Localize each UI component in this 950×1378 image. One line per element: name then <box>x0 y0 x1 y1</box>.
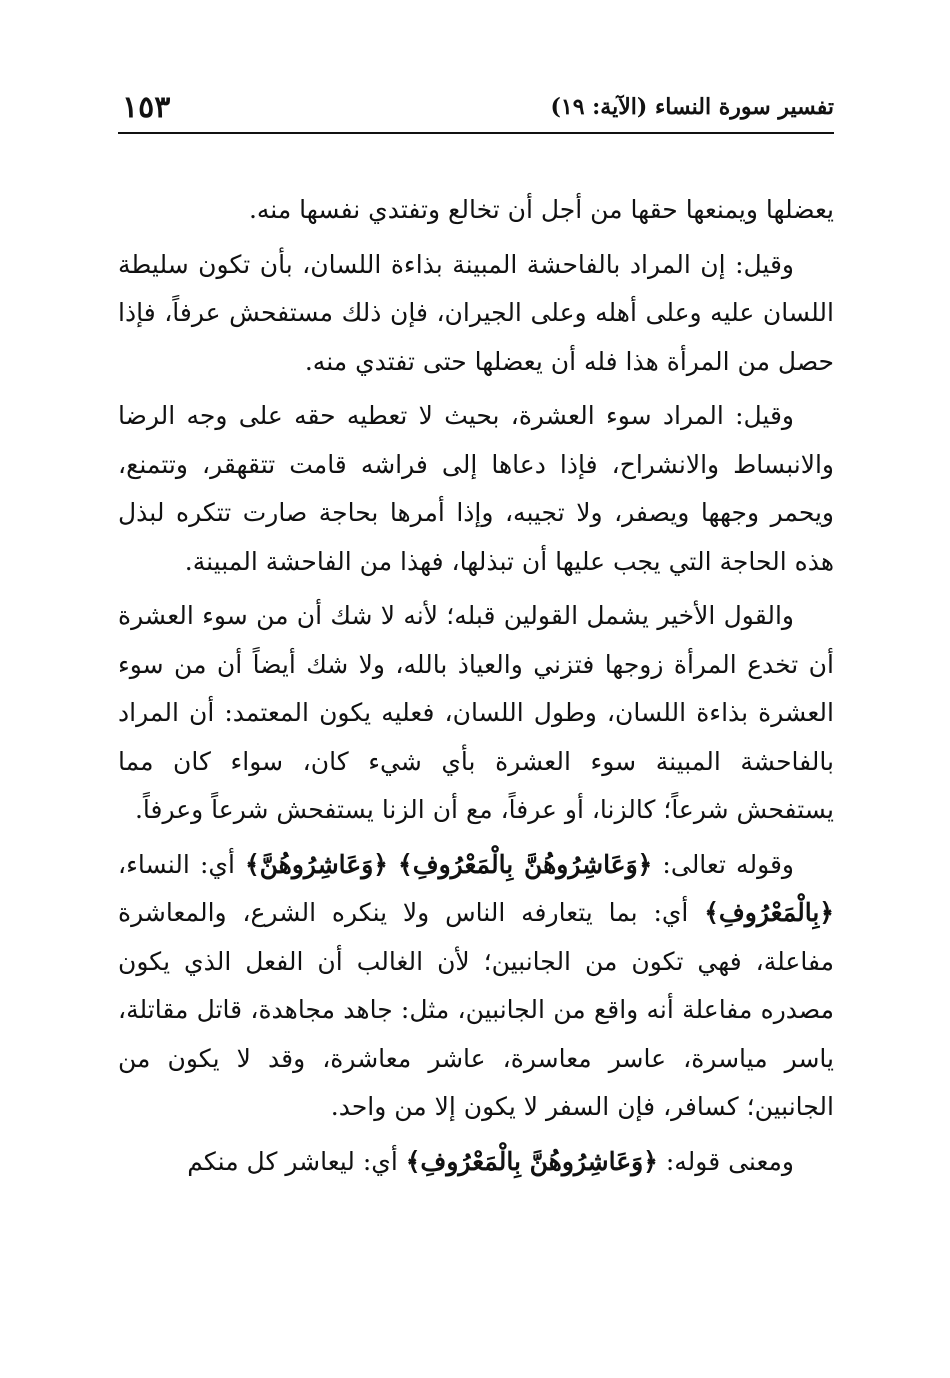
paragraph-2: وقيل: إن المراد بالفاحشة المبينة بذاءة اللسان، بأن تكون سليطة اللسان عليه وعلى أهله وعلى الجيران، فإن ذلك مستفحش عرفاً، فإذا حصل من المرأة هذا فله أن يعضلها حتى تفتدي منه. <box>118 249 834 376</box>
paragraph-6-text-a: ومعنى قوله: <box>657 1146 794 1176</box>
paragraph-3: وقيل: المراد سوء العشرة، بحيث لا تعطيه حقه على وجه الرضا والانبساط والانشراح، فإذا دعاها إلى فراشه قامت تتقهقر، وتتمنع، ويحمر وجهها ويصفر، ولا تجيبه، وإذا أمرها بحاجة صارت تتكره لبذل هذه الحاجة التي يجب عليها أن تبذلها، فهذا من الفاحشة المبينة. <box>118 401 834 576</box>
paragraph-4: والقول الأخير يشمل القولين قبله؛ لأنه لا شك أن من سوء العشرة أن تخدع المرأة زوجها فتزني والعياذ بالله، ولا شك أيضاً أن من سوء العشرة بذاءة اللسان، وطول اللسان، فعليه يكون المعتمد: أن المراد بالفاحشة المبينة سوء العشرة بأي شيء كان، سواء كان مما يستفحش شرعاً؛ كالزنا، أو عرفاً، مع أن الزنا يستفحش شرعاً وعرفاً. <box>118 601 834 824</box>
quran-quote: ﴿وَعَاشِرُوهُنَّ﴾ <box>245 849 388 879</box>
page-header <box>118 92 834 130</box>
paragraph-5-text-c: أي: النساء، <box>118 849 245 879</box>
paragraph-5-text-b <box>388 850 398 879</box>
page <box>118 92 834 1192</box>
paragraph-1: يعضلها ويمنعها حقها من أجل أن تخالع وتفتدي نفسها منه. <box>248 195 834 224</box>
page-number: ١٥٣ <box>122 90 171 125</box>
body-text <box>118 186 834 1186</box>
paragraph-6-text-b: أي: ليعاشر كل منكم <box>187 1146 406 1176</box>
header-rule <box>118 132 834 134</box>
running-title: تفسير سورة النساء (الآية: ١٩) <box>550 94 834 120</box>
quran-quote: ﴿وَعَاشِرُوهُنَّ بِالْمَعْرُوفِ﴾ <box>405 1146 658 1176</box>
paragraph-5-text-d: أي: بما يتعارفه الناس ولا ينكره الشرع، والمعاشرة مفاعلة، فهي تكون من الجانبين؛ لأن الغالب أن الفعل الذي يكون مصدره مفاعلة أنه واقع من الجانبين، مثل: جاهد مجاهدة، قاتل مقاتلة، ياسر مياسرة، عاسر معاسرة، عاشر معاشرة، وقد لا يكون من الجانبين؛ كسافر، فإن السفر لا يكون إلا من واحد. <box>118 898 834 1121</box>
quran-quote: ﴿بِالْمَعْرُوفِ﴾ <box>704 898 834 927</box>
quran-quote: ﴿وَعَاشِرُوهُنَّ بِالْمَعْرُوفِ﴾ <box>398 849 653 879</box>
paragraph-6 <box>118 1138 834 1187</box>
paragraph-5-text-a: وقوله تعالى: <box>652 849 795 879</box>
paragraph-5 <box>118 841 834 1132</box>
